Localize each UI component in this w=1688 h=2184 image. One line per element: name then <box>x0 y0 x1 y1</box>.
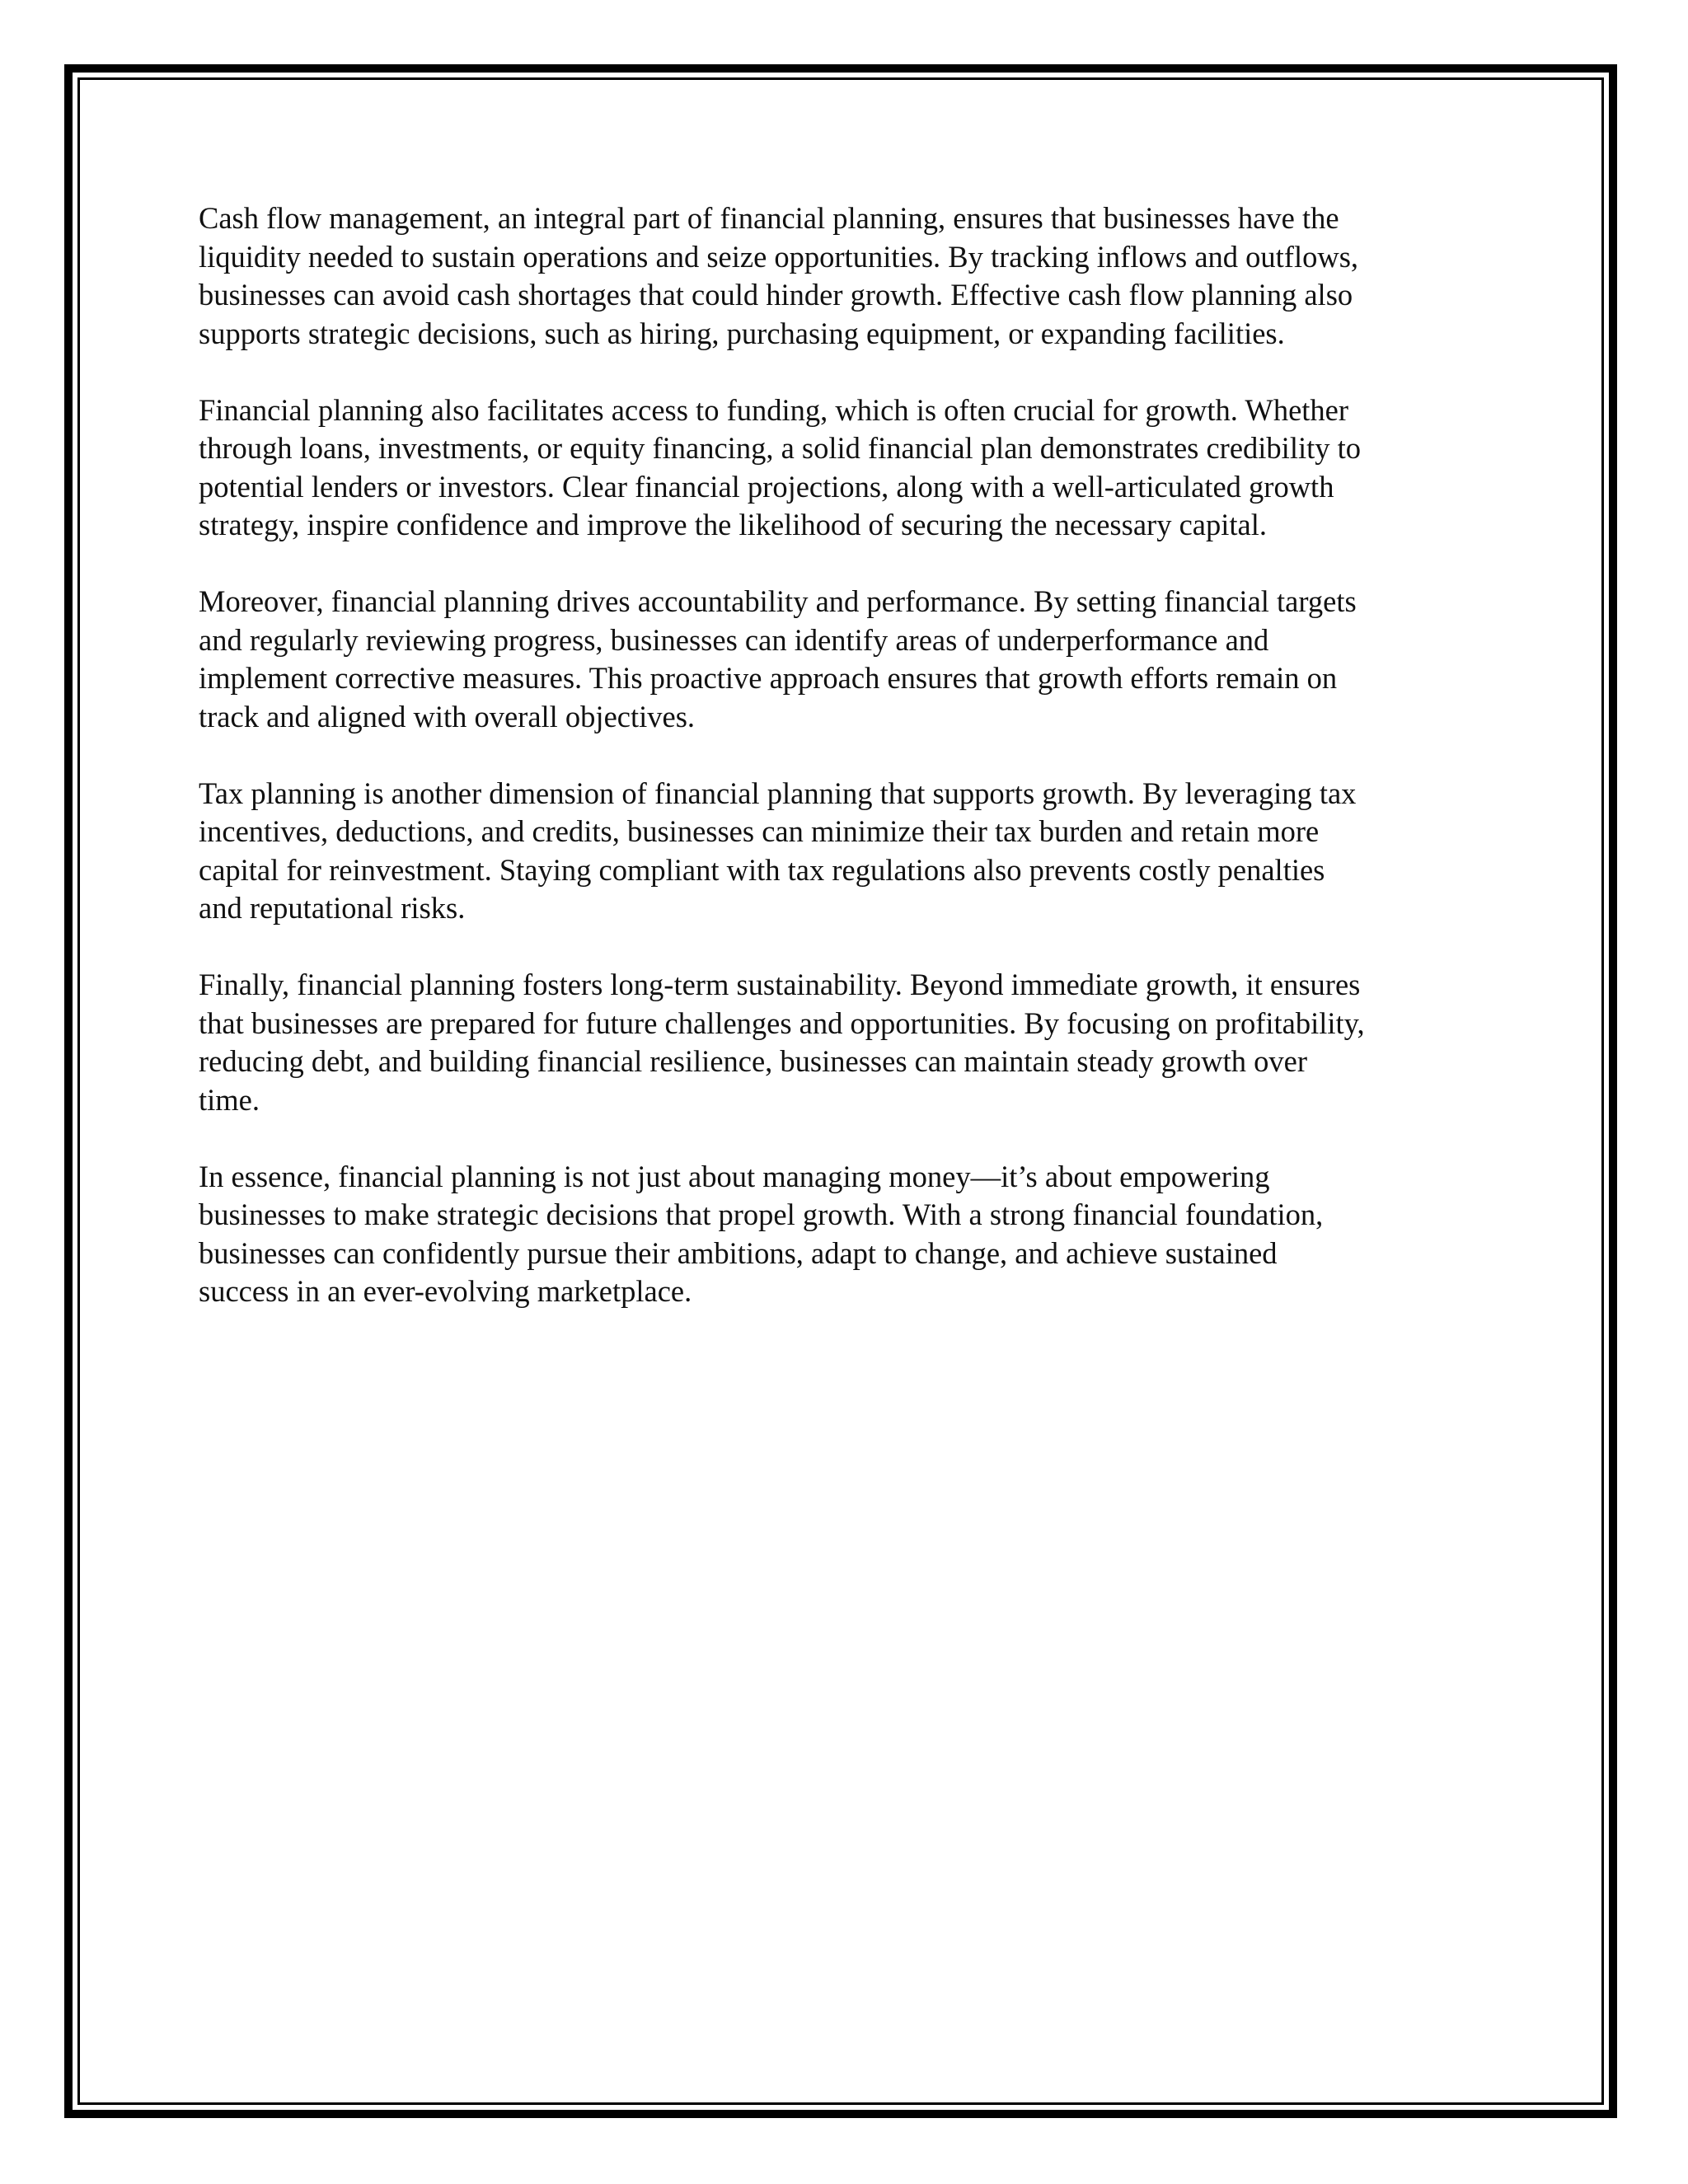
text-line: Finally, financial planning fosters long-term sustainability. Beyond immediate growth, it ensures <box>199 968 1361 1001</box>
paragraph-conclusion <box>199 1158 1517 1311</box>
text-line: Moreover, financial planning drives accountability and performance. By setting financial targets <box>199 584 1357 618</box>
text-line: supports strategic decisions, such as hiring, purchasing equipment, or expanding facilities. <box>199 316 1285 350</box>
text-line: capital for reinvestment. Staying compliant with tax regulations also prevents costly penalties <box>199 852 1325 887</box>
paragraph-cash-flow <box>199 199 1517 353</box>
text-line: potential lenders or investors. Clear financial projections, along with a well-articulated growth <box>199 469 1334 504</box>
text-line: Financial planning also facilitates access to funding, which is often crucial for growth. Whether <box>199 392 1349 427</box>
text-line: track and aligned with overall objectives. <box>199 699 696 733</box>
text-line: that businesses are prepared for future challenges and opportunities. By focusing on profitability, <box>199 1005 1365 1040</box>
text-line: businesses to make strategic decisions that propel growth. With a strong financial foundation, <box>199 1197 1324 1231</box>
text-line: Tax planning is another dimension of financial planning that supports growth. By leveraging tax <box>199 776 1357 810</box>
text-line: implement corrective measures. This proactive approach ensures that growth efforts remain on <box>199 661 1338 695</box>
text-line: time. <box>199 1082 260 1117</box>
text-line: through loans, investments, or equity financing, a solid financial plan demonstrates credibility to <box>199 431 1362 465</box>
text-line: success in an ever-evolving marketplace. <box>199 1274 692 1308</box>
text-line: incentives, deductions, and credits, businesses can minimize their tax burden and retain more <box>199 814 1320 848</box>
text-line: reducing debt, and building financial resilience, businesses can maintain steady growth over <box>199 1044 1308 1078</box>
text-line: In essence, financial planning is not just about managing money—it’s about empowering <box>199 1159 1270 1193</box>
paragraph-funding <box>199 391 1517 545</box>
text-line: Cash flow management, an integral part of financial planning, ensures that businesses have the <box>199 201 1339 235</box>
text-line: and regularly reviewing progress, businesses can identify areas of underperformance and <box>199 622 1269 657</box>
paragraph-sustainability <box>199 966 1517 1119</box>
document-body <box>199 199 1517 1349</box>
paragraph-tax-planning <box>199 775 1517 928</box>
text-line: liquidity needed to sustain operations and seize opportunities. By tracking inflows and outflows, <box>199 239 1359 274</box>
text-line: and reputational risks. <box>199 891 466 925</box>
text-line: businesses can confidently pursue their ambitions, adapt to change, and achieve sustained <box>199 1235 1278 1270</box>
text-line: strategy, inspire confidence and improve the likelihood of securing the necessary capital. <box>199 508 1267 541</box>
paragraph-accountability <box>199 583 1517 736</box>
text-line: businesses can avoid cash shortages that could hinder growth. Effective cash flow planning also <box>199 278 1353 312</box>
